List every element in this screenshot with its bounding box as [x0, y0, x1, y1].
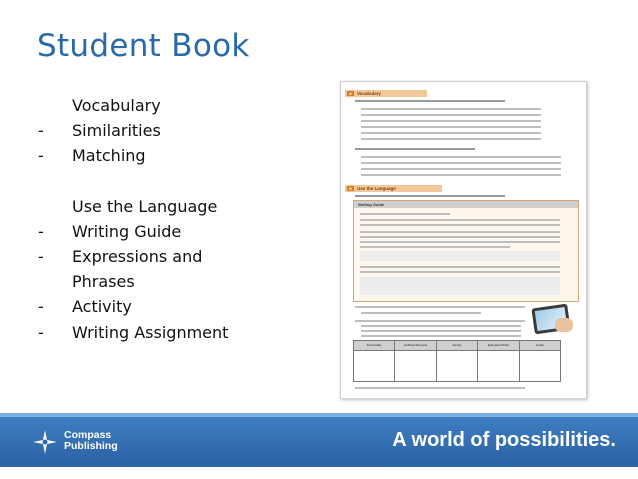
list-item: - Matching — [38, 146, 146, 166]
hand-photo — [555, 318, 573, 332]
text-line — [361, 325, 521, 327]
list-spacer — [38, 169, 328, 194]
text-line — [361, 126, 541, 128]
footer-top-stripe — [0, 413, 638, 417]
list-item: - Expressions and Phrases — [38, 247, 203, 292]
use-language-section-header: B Use the Language — [345, 185, 442, 192]
table-header: Family — [437, 341, 478, 350]
text-line — [361, 114, 541, 116]
writing-guide-box — [353, 200, 579, 302]
brand-name: Compass Publishing — [64, 429, 118, 452]
text-line — [361, 168, 561, 170]
text-line — [355, 148, 475, 150]
table-header: Goals — [535, 343, 544, 347]
text-line — [360, 224, 560, 226]
list-item: - Writing Guide — [38, 221, 182, 241]
text-line — [360, 246, 510, 248]
text-line — [360, 219, 560, 221]
profile-table — [353, 340, 561, 382]
text-line — [360, 266, 560, 268]
topic-list — [38, 93, 328, 345]
footer-banner — [0, 413, 638, 467]
text-line — [361, 330, 521, 332]
book-page-thumbnail — [340, 81, 587, 399]
text-line — [361, 312, 481, 314]
text-line — [361, 108, 541, 110]
text-line — [360, 231, 560, 233]
text-line — [361, 120, 541, 122]
text-line — [361, 174, 561, 176]
table-header: Hobbies/Interests — [395, 341, 436, 350]
text-line — [360, 213, 450, 215]
expressions-box — [360, 251, 560, 261]
list-item: - Writing Assignment — [38, 322, 229, 342]
text-line — [355, 100, 505, 102]
text-line — [360, 236, 560, 238]
writing-guide-label: Writing Guide — [354, 201, 578, 208]
text-line — [361, 138, 541, 140]
list-item: - Activity — [38, 297, 132, 317]
text-line — [361, 156, 561, 158]
text-line — [355, 320, 525, 322]
compass-logo-icon — [32, 429, 58, 455]
expressions-box — [360, 277, 560, 295]
text-line — [355, 306, 525, 308]
table-header: Education/Work — [478, 341, 519, 350]
tagline: A world of possibilities. — [392, 429, 616, 451]
text-line — [360, 241, 560, 243]
text-line — [361, 162, 561, 164]
text-line — [355, 387, 525, 389]
list-item: Vocabulary — [72, 96, 161, 115]
text-line — [361, 132, 541, 134]
slide-title: Student Book — [37, 28, 250, 64]
table-header: Personality — [354, 341, 395, 350]
list-item: Use the Language — [72, 196, 218, 216]
vocabulary-section-header: A Vocabulary — [345, 90, 427, 97]
text-line — [355, 195, 505, 197]
text-line — [360, 271, 560, 273]
list-item: - Similarities — [38, 121, 161, 141]
text-line — [361, 335, 521, 337]
